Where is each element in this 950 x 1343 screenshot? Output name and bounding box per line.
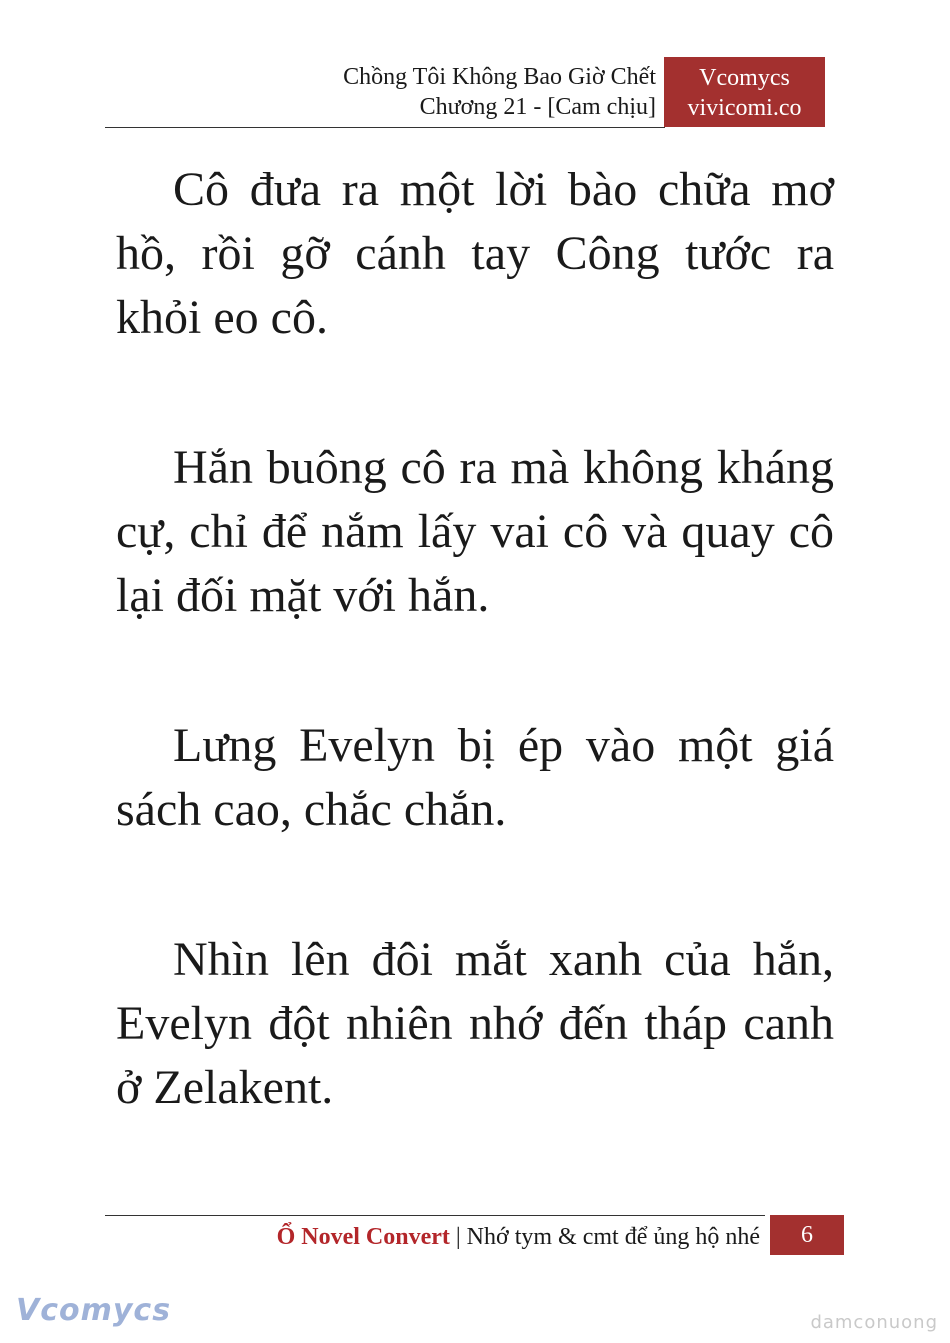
brand-badge xyxy=(664,57,825,127)
brand-name: Vcomycs xyxy=(699,65,790,91)
footer-note: Nhớ tym & cmt để ủng hộ nhé xyxy=(466,1224,760,1250)
footer-text xyxy=(200,1222,760,1252)
paragraph: Cô đưa ra một lời bào chữa mơ hồ, rồi gỡ cánh tay Công tước ra khỏi eo cô. xyxy=(116,163,834,344)
watermark-text-right: damconuong xyxy=(810,1312,938,1333)
header-divider xyxy=(105,127,665,128)
footer-divider xyxy=(105,1215,765,1216)
brand-site: vivicomi.co xyxy=(687,95,802,121)
chapter-title: Chương 21 - [Cam chịu] xyxy=(419,94,656,120)
footer-separator: | xyxy=(455,1224,461,1250)
header-titles xyxy=(250,62,656,122)
footer-brand: Ổ Novel Convert xyxy=(276,1224,450,1250)
book-title: Chồng Tôi Không Bao Giờ Chết xyxy=(343,64,656,90)
paragraph: Lưng Evelyn bị ép vào một giá sách cao, chắc chắn. xyxy=(116,719,834,836)
page-number: 6 xyxy=(770,1215,844,1255)
page-content xyxy=(116,158,834,1206)
paragraph: Nhìn lên đôi mắt xanh của hắn, Evelyn đột nhiên nhớ đến tháp canh ở Zelakent. xyxy=(116,933,834,1114)
paragraph: Hắn buông cô ra mà không kháng cự, chỉ để nắm lấy vai cô và quay cô lại đối mặt với hắn. xyxy=(116,441,834,622)
watermark-logo-left: Vcomycs xyxy=(16,1293,172,1328)
